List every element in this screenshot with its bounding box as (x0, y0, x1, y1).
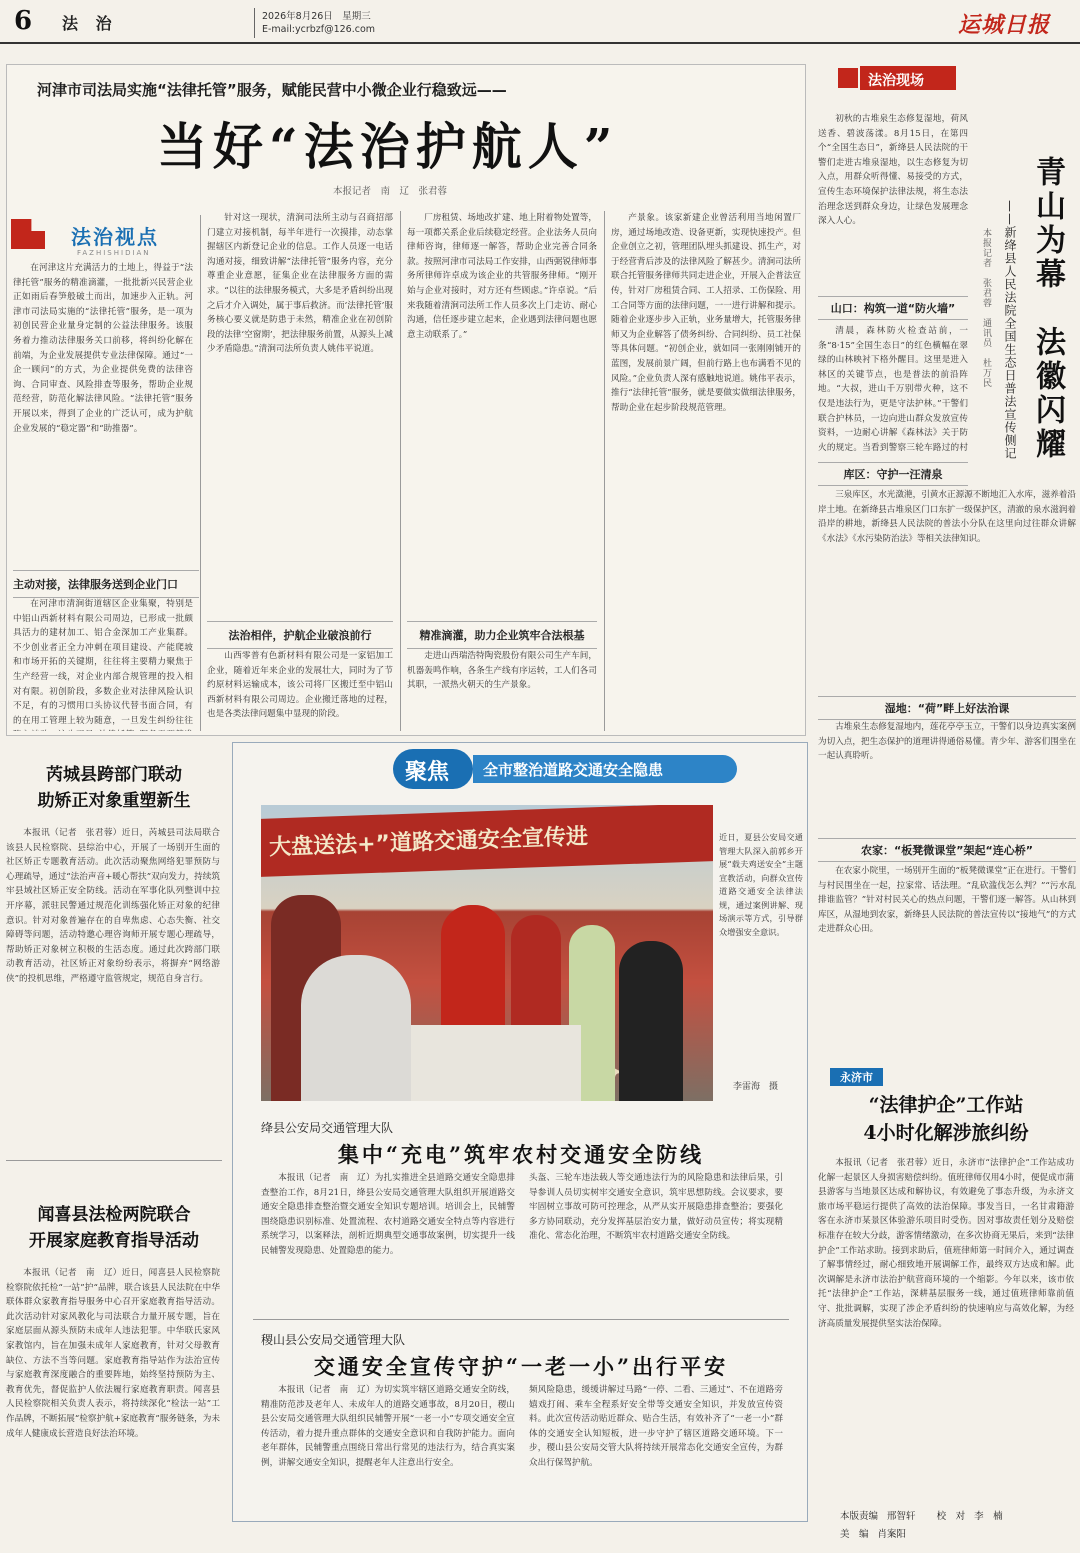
lead-col3: 厂房租赁、场地改扩建、地上附着物处置等，每一项都关系企业后续稳定经营。企业法务人员向律师咨询，律师逐一解答，帮助企业完善合同条款。按照河津市司法局工作安排，山西弼锐律师事务所律师许卓成为该企业的共管服务律师。“刚开始与企业对接时，对方还有些顾虑。”许卓说。“后来我随着清涧司法所工作人员多次上门走访、耐心沟通，信任逐步建立起来，企业遇到法律问题也愿意主动联系了。” (407, 213, 597, 340)
masthead-divider (254, 8, 255, 38)
lead-byline: 本报记者 南 辽 张君蓉 (333, 186, 448, 197)
left-bottom-story (6, 1172, 222, 1522)
column-tag-sub: FAZHISHIDIAN (77, 249, 151, 257)
masthead (0, 0, 1080, 44)
lead-col4: 产景象。该家新建企业曾活利用当地闲置厂房，通过场地改造、设备更新，实现快速投产。但企业创立之初，管理团队埋头抓建设、抓生产，对于经营背后涉及的法律风险了解甚少。清涧司法所联合托管服务律师共同走进企业，开展入企普法宣传，针对厂房租赁合同、工人招录、工伤保险、用工合同等方面的法律问题，一一进行讲解和提示。随着企业逐步步入正轨，业务量增大，托管服务律师又为企业解答了债务纠纷、合同纠纷、员工社保等具体问题。“初创企业，就如同一张刚刚铺开的蓝图，发展前景广阔，但前行路上也布满看不见的风险。”企业负责人深有感触地说道。姚伟平表示，推行“法律托管”服务，就是要做实做细法律服务，帮助企业在起步阶段规范管理。 (611, 213, 801, 413)
column-tag (11, 215, 201, 261)
art-name: 肖案阳 (877, 1529, 907, 1540)
right-bottom-tag: 永济市 (830, 1068, 883, 1086)
page-number: 6 (14, 6, 33, 36)
h-rule (6, 1160, 222, 1161)
lead-kicker: 河津市司法局实施“法律托管”服务，赋能民营中小微企业行稳致远—— (37, 81, 507, 99)
focus-photo (261, 805, 713, 1101)
right-tag-title: 法治现场 (868, 73, 924, 89)
lead-col2: 针对这一现状，清涧司法所主动与召商招部门建立对接机制，每半年进行一次摸排，动态掌握辖区内新登记企业的信息。工作人员逐一电话沟通对接，细致讲解“法律托管”服务内容，充分尊重企业意愿，征集企业在法律服务方面的需求。“以往的法律服务模式，大多是矛盾纠纷出现之后才介入调处，属于事后救济。而‘法律托管’服务核心要义就是防患于未然，精准企业在初创阶段的法律‘空窗期’，把法律服务前置，从源头上减少矛盾隐患。”清涧司法所负责人姚伟平说道。 (207, 213, 393, 355)
a2-kicker: 稷山县公安局交通管理大队 (261, 1333, 406, 1347)
a2-text: 本报讯（记者 南 辽）为切实筑牢辖区道路交通安全防线，精准防范涉及老年人、未成年人的道路交通事故，8月20日，稷山县公安局交通管理大队组织民辅警开展“一老一小”专项交通安全宣传活动，着力提升重点群体的交通安全意识和自我防护能力。面向老年群体，民辅警重点围绕日常出行常见的违法行为，结合真实案例，讲解交通安全知识，提醒老年人注意出行安全。 (261, 1385, 515, 1468)
h-rule (253, 1319, 789, 1320)
footer-credits (840, 1508, 1070, 1548)
photo-caption: 近日，夏县公安局交通管理大队深入前郭乡开展“载夫鸡送安全”主题宣教活动，向群众宣传道路交通安全法律法规，通过案例讲解、现场演示等方式，引导群众增强安全意识。 (719, 832, 803, 937)
lead-col3b: 走进山西瑞浩特陶瓷股份有限公司生产车间，机器轰鸣作响，各条生产线有序运转，工人们各司其职，一派热火朝天的生产景象。 (407, 651, 597, 691)
left-bottom-headline2: 开展家庭教育指导活动 (29, 1231, 199, 1251)
art-label: 美 编 (840, 1529, 869, 1540)
right-s4-title: 农家：“板凳微课堂”架起“连心桥” (818, 838, 1076, 862)
photo-banner-text: 大盘送法+”道路交通安全宣传进 (268, 824, 589, 861)
col-rule (400, 211, 401, 731)
lead-col2-subhead: 法治相伴，护航企业破浪前行 (207, 621, 393, 649)
right-tag-mark (838, 68, 858, 88)
a1-text: 本报讯（记者 南 辽）为扎实推进全县道路交通安全隐患排查整治工作，8月21日，绛县公安局交通管理大队组织开展道路交通安全隐患排查整治暨交通安全知识专题培训。培训会上，民辅警围绕隐患识别标准、处置流程、农村道路交通安全特点等内容进行系统学习，以案释法，剖析近期典型交通事故案例，切实提升一线民辅警发现隐患、处置隐患的能力。 (261, 1173, 515, 1256)
focus-badge-label: 聚焦 (405, 760, 450, 785)
lead-col1-subhead: 主动对接，法律服务送到企业门口 (13, 570, 199, 598)
person-figure (301, 955, 411, 1101)
proof-name: 李 楠 (974, 1511, 1003, 1522)
section-label: 法 治 (62, 14, 118, 33)
right-s1-text: 清晨，森林防火检查站前，一条“8·15”全国生态日”的红色横幅在翠绿的山林映衬下格外醒目。这里是进入林区的关键节点，也是普法的前沿阵地。“大叔，进山千万别带火种，这不仅是违法行为，更是守法护林。”干警们联合护林员，一边向进山群众发放宣传资料，一边耐心讲解《森林法》关于防火的规定。当看到警察三轮车路过的村 (818, 326, 968, 453)
left-mid-headline2: 助矫正对象重塑新生 (37, 791, 191, 811)
left-mid-headline1: 芮城县跨部门联动 (46, 765, 182, 785)
a1-kicker: 绛县公安局交通管理大队 (261, 1121, 394, 1135)
right-top-story (816, 64, 1076, 736)
a2-text2: 频风险隐患，缓缓讲解过马路“一停、二看、三通过”、不在道路旁嬉戏打闹、乘车全程系好安全带等交通安全知识，并发放宣传资料。此次宣传活动贴近群众、贴合生活，有效补齐了“一老一小”群体的交通安全认知短板，进一步守护了辖区道路交通环境。下一步，稷山县公安局交管大队将持续开展常态化交通安全宣传，为群众出行保驾护航。 (529, 1385, 783, 1468)
paper-name: 运城日报 (958, 12, 1051, 38)
right-s3-title: 湿地：“荷”畔上好法治课 (818, 696, 1076, 720)
column-tag-mark (11, 219, 45, 249)
lead-col2b: 山西零普有色新材料有限公司是一家铝加工企业，随着近年来企业的发展壮大，同时为了节约原材料运输成本，该公司将厂区搬迁至中铝山西新材料有限公司周边。企业搬迁落地的过程，也是各类法律问题集中显现的阶段。 (207, 651, 393, 720)
lead-col1: 在河津这片充满活力的土地上，得益于“法律托管”服务的精准滴灌，一批批新兴民营企业正如雨后春笋般破土而出，加速步入正轨。河津市司法局实施的“法律托管”服务，是一项为初创民营企业量身定制的公益法律服务。该服务着力推动法律服务关口前移，将纠纷化解在前端，为企业发展提供专业法律保障。通过“一企一顾问”的方式，为企业提供免费的法律咨询、合同审查、风险排查等服务，帮助企业规范经营，防范化解法律风险。“法律托管”服务开展以来，得到了企业的广泛认可，成为护航企业发展的“稳定器”和“助推器”。 (13, 263, 193, 434)
date-line: 2026年8月26日 星期三 (262, 11, 371, 22)
a1-title: 集中“充电”筑牢农村交通安全防线 (337, 1142, 705, 1167)
right-s3-text: 古堆泉生态修复湿地内，莲花亭亭玉立，干警们以身边真实案例为切入点，把生态保护的道理讲得通俗易懂。青少年、游客们围坐在一起认真聆听。 (818, 722, 1076, 762)
right-intro: 初秋的古堆泉生态修复湿地，荷风送香、碧波荡漾。8月15日，在第四个“全国生态日”，新绛县人民法院的干警们走进古堆泉湿地，以生态修复为切入点，用群众听得懂、易接受的方式，宣传生态环境保护法律法规，将生态法治理念送到群众身边，让绿色发展理念深入人心。 (818, 114, 968, 227)
lead-headline: 当好“法治护航人” (157, 117, 619, 176)
right-vertical-subhead: ——新绛县人民法院全国生态日普法宣传侧记 (1003, 200, 1017, 460)
left-mid-story (6, 748, 222, 1152)
leaflet-table (411, 1025, 581, 1101)
right-bottom-headline2: 4小时化解涉旅纠纷 (863, 1122, 1029, 1144)
col-rule (200, 215, 201, 731)
email-line: E-mail:ycrbzf@126.com (262, 24, 376, 35)
right-vertical-byline: 本报记者 张君蓉 通讯员 杜万民 (981, 228, 991, 388)
proof-label: 校 对 (936, 1511, 966, 1522)
footer-row (840, 1508, 1070, 1526)
focus-header (393, 749, 753, 789)
photo-credit: 李雷海 摄 (733, 1082, 779, 1092)
right-bottom-story (816, 1064, 1076, 1504)
right-bottom-text: 本报讯（记者 张君蓉）近日，永济市“法律护企”工作站成功化解一起景区人身损害赔偿纠纷。值班律师仅用4小时，便促成市蒲县游客与当地景区达成和解协议，有效避免了事态升级，为永济文旅市场平稳运行提供了高效的法治保障。事发当日，一名甘肃籍游客在永济市某景区体验游乐项目时受伤。因对事故责任划分及赔偿标准存在较大分歧，游客情绪激动，在多次协商无果后，来到“法律护企”工作站求助。接到求助后，值班律师第一时间介入，通过调查了解事情经过，耐心细致地开展调解工作，最终双方达成和解。此次调解是永济市法治护航营商环境的一个缩影。今年以来，该市依托“法律护企”工作站，深耕基层服务一线，通过值班律师靠前值守、批批调解，实现了涉企矛盾纠纷的快速响应与高效化解，为经济高质量发展提供坚实法治保障。 (818, 1158, 1074, 1329)
editor-name: 邢智轩 (887, 1511, 916, 1522)
lead-col3-subhead: 精准滴灌，助力企业筑牢合法根基 (407, 621, 597, 649)
person-figure (619, 941, 683, 1101)
left-bottom-headline1: 闻喜县法检两院联合 (37, 1205, 191, 1225)
lead-col1b: 在河津市清涧街道辖区企业集聚，特别是中铝山西新材料有限公司周边，已形成一批颇具活力的建材加工、铝合金深加工产业集群。不少创业者正全力冲刺在项目建设、产能爬坡和市场开拓的关键期，往往将主要精力聚焦于生产经营一线，对企业内部合规管理的投入相对有限。初创阶段，多数企业对法律风险认识不足，有的习惯用口头协议代替书面合同，有的在用工管理上较为随意，一旦发生纠纷往往 (13, 599, 193, 726)
column-tag-title: 法治视点 (71, 225, 159, 249)
right-s2-text: 三泉库区，水光潋滟，引黄水正源源不断地汇入水库，滋养着沿岸土地。在新绛县古堆泉区门口东扩一级保护区，清澈的泉水滋润着沿岸的耕地，新绛县人民法院的普法小分队在这里向过往群众讲解《水法》《水污染防治法》等相关法律知识。 (818, 490, 1076, 544)
right-s1-title: 山口：构筑一道“防火墙” (818, 296, 968, 320)
focus-title: 全市整治道路交通安全隐患 (483, 761, 664, 779)
col-rule (604, 211, 605, 731)
footer-row (840, 1526, 1070, 1544)
focus-box (232, 742, 808, 1522)
a2-title: 交通安全宣传守护“一老一小”出行平安 (313, 1354, 729, 1379)
right-vertical-headline: 青山为幕 法徽闪耀 (1030, 156, 1065, 462)
right-tag-box (838, 66, 958, 96)
a1-text2: 头盔、三轮车违法载人等交通违法行为的风险隐患和法律后果，引导参训人员切实树牢交通安全意识，筑牢思想防线。会议要求，要牢固树立事故可防可控理念，从严从实开展隐患排查整治；要强化多方协同联动，充分发挥基层治安力量，做好动员宣传；将实现精准化、常态化治理，不断筑牢农村道路交通安全防线。 (529, 1173, 783, 1242)
right-s2-title: 库区：守护一汪清泉 (818, 462, 968, 486)
left-bottom-text: 本报讯（记者 南 辽）近日，闻喜县人民检察院检察院依托检“一站”护“品牌，联合该县人民法院在中华联体群众家教育指导服务中心召开家庭教育指导活动。此次活动针对家风教化与司法联合力量开展专题，旨在家庭层面从源头预防未成年人违法犯罪。中华联氏家风家教馆内，旨在加强未成年人家庭教育，针对父母教育缺位、方法不当等问题。家庭教育指导站作为法治宣传与家庭教育深度融合的重要阵地，始终坚持预防为主、教育优先，督促监护人依法履行家庭教育职责。闻喜县人民检察院相关负责人表示，将持续深化“检法一站”工作品牌，不断拓展“检察护航+家庭教育”服务链条，为未成年人健康成长营造良好法治环境。 (6, 1268, 220, 1439)
lead-story (6, 64, 806, 736)
right-bottom-headline1: “法律护企”工作站 (868, 1094, 1024, 1116)
editor-label: 本版责编 (840, 1511, 879, 1522)
right-s4-text: 在农家小院里，一场别开生面的“板凳微课堂”正在进行。干警们与村民围坐在一起，拉家常、话法理。“乱砍滥伐怎么判？”“污水乱排谁监管？”针对村民关心的热点问题，干警们逐一解答。从山林到库区，从湿地到农家，新绛县人民法院的普法宣传以“接地气”的方式走进群众心田。 (818, 866, 1076, 935)
left-mid-text: 本报讯（记者 张君蓉）近日，芮城县司法局联合该县人民检察院、县综治中心，开展了一场别开生面的社区矫正专题教育活动。此次活动聚焦网络犯罪预防与心理疏导，通过“法治声音+暖心帮扶”双向发力，持续筑牢县域社区矫正安全防线。活动在军事化队列整训中拉开序幕，派驻民警通过规范化训练强化矫正对象的纪律意识。针对对象普遍存在的自卑焦虑、心态失衡、社交障碍等问题，活动特邀心理咨询师开展专题心理疏导，帮助矫正对象树立积极的生活态度。通过此次跨部门联动教育活动，社区矫正对象纷纷表示，将摒弃“网络游侠”的投机思维，严格遵守监管规定，规范自身言行。 (6, 828, 220, 984)
